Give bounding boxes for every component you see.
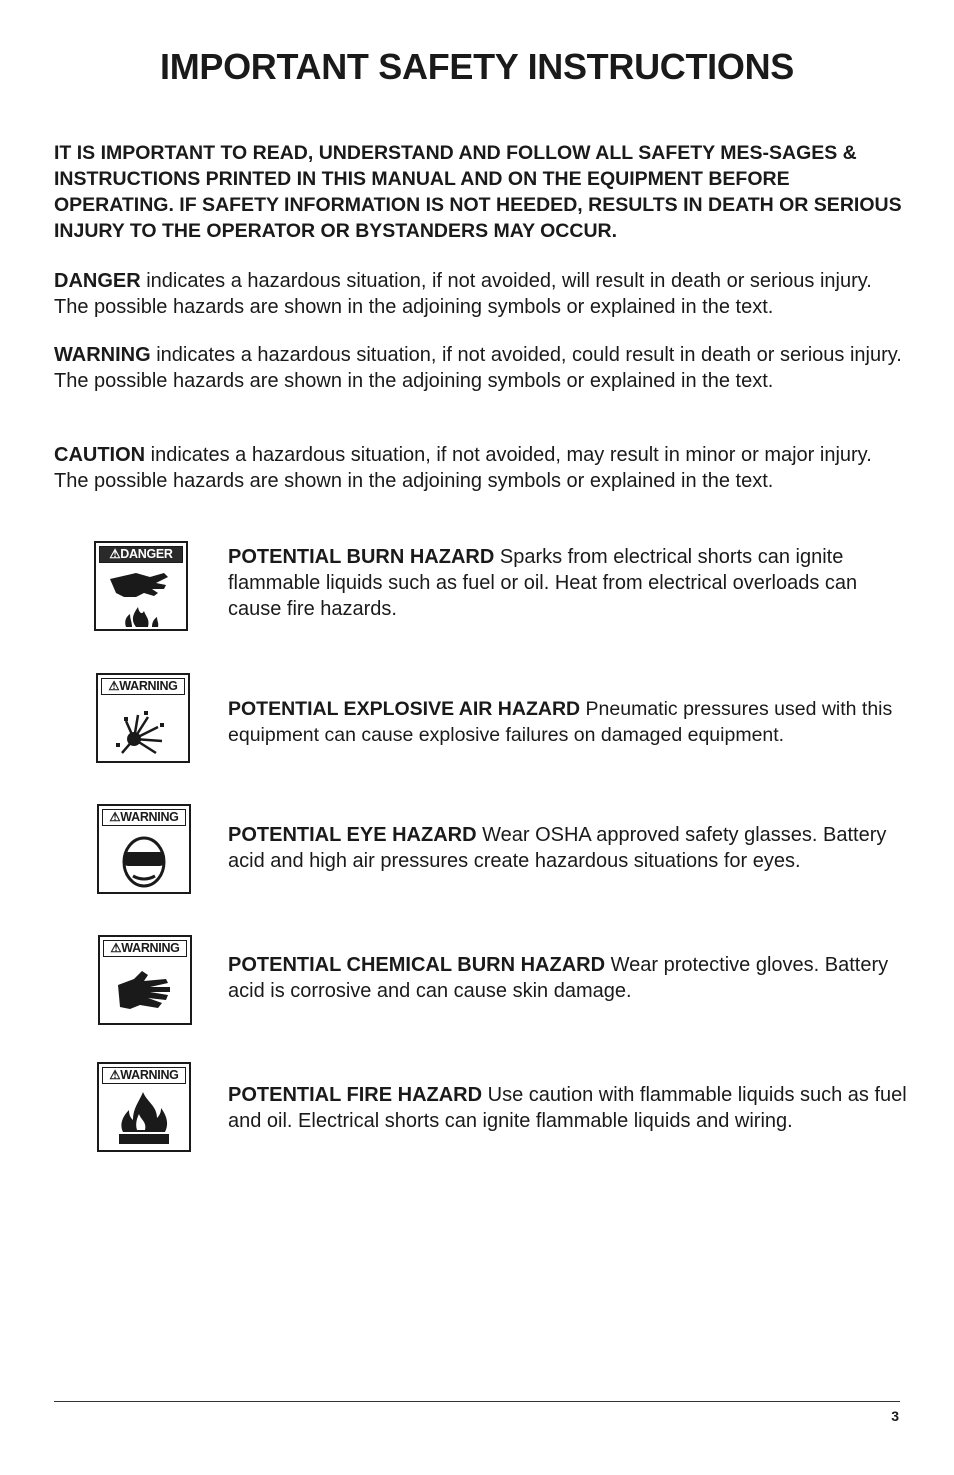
danger-definition-text: indicates a hazardous situation, if not avoided, will result in death or serious injury. The possible hazards are shown in the adjoining symbols or explained in the text. (54, 270, 872, 318)
chemical-hazard-text (228, 952, 908, 1004)
burn-hazard-title: POTENTIAL BURN HAZARD (228, 546, 495, 568)
caution-term: CAUTION (54, 444, 146, 466)
flame-icon (109, 1088, 179, 1148)
warning-definition-text: indicates a hazardous situation, if not avoided, could result in death or serious injury. The possible hazards are shown in the adjoining symbols or explained in the text. (54, 344, 902, 392)
page-number: 3 (891, 1408, 899, 1424)
warning-sign-explosive (96, 673, 190, 763)
chemical-hazard-title: POTENTIAL CHEMICAL BURN HAZARD (228, 954, 606, 976)
burn-hazard-text (228, 544, 908, 622)
burn-hazard-description: Sparks from electrical shorts can ignite flammable liquids such as fuel or oil. Heat from electrical overloads can cause fire hazards. (228, 546, 858, 620)
danger-definition (54, 268, 904, 320)
warning-sign-label: ⚠WARNING (102, 809, 186, 826)
danger-sign (94, 541, 188, 631)
eye-hazard-text (228, 822, 908, 874)
page-title: IMPORTANT SAFETY INSTRUCTIONS (160, 46, 794, 87)
warning-sign-label: ⚠WARNING (101, 678, 185, 695)
warning-sign-label: ⚠WARNING (103, 940, 187, 957)
footer-rule (54, 1401, 900, 1402)
explosion-icon (108, 699, 178, 759)
caution-definition-text: indicates a hazardous situation, if not avoided, may result in minor or major injury. The possible hazards are shown in the adjoining symbols or explained in the text. (54, 444, 872, 492)
warning-definition (54, 342, 904, 394)
glove-icon (110, 961, 180, 1021)
explosive-hazard-text (228, 696, 908, 748)
danger-term: DANGER (54, 270, 141, 292)
warning-sign-eye (97, 804, 191, 894)
caution-definition (54, 442, 904, 494)
eye-hazard-description: Wear OSHA approved safety glasses. Battery acid and high air pressures create hazardous situations for eyes. (228, 824, 887, 872)
warning-sign-chemical (98, 935, 192, 1025)
explosive-hazard-title: POTENTIAL EXPLOSIVE AIR HAZARD (228, 698, 581, 720)
intro-warning: IT IS IMPORTANT TO READ, UNDERSTAND AND FOLLOW ALL SAFETY MES-SAGES & INSTRUCTIONS PRINTED IN THIS MANUAL AND ON THE EQUIPMENT BEFORE OPERATING. IF SAFETY INFORMATION IS NOT HEEDED, RESULTS IN DEATH OR SERIOUS INJURY TO THE OPERATOR OR BYSTANDERS MAY OCCUR. (54, 142, 902, 242)
fire-hazard-description: Use caution with flammable liquids such as fuel and oil. Electrical shorts can ignite flammable liquids and wiring. (228, 1084, 907, 1132)
eye-hazard-title: POTENTIAL EYE HAZARD (228, 824, 477, 846)
warning-sign-fire (97, 1062, 191, 1152)
danger-sign-label: ⚠DANGER (99, 546, 183, 563)
chemical-hazard-description: Wear protective gloves. Battery acid is corrosive and can cause skin damage. (228, 954, 889, 1002)
explosive-hazard-description: Pneumatic pressures used with this equipment can cause explosive failures on damaged equipment. (228, 698, 893, 746)
fire-hazard-text (228, 1082, 908, 1134)
warning-term: WARNING (54, 344, 151, 366)
burning-hand-icon (106, 567, 176, 627)
safety-goggles-icon (109, 830, 179, 890)
fire-hazard-title: POTENTIAL FIRE HAZARD (228, 1084, 483, 1106)
warning-sign-label: ⚠WARNING (102, 1067, 186, 1084)
